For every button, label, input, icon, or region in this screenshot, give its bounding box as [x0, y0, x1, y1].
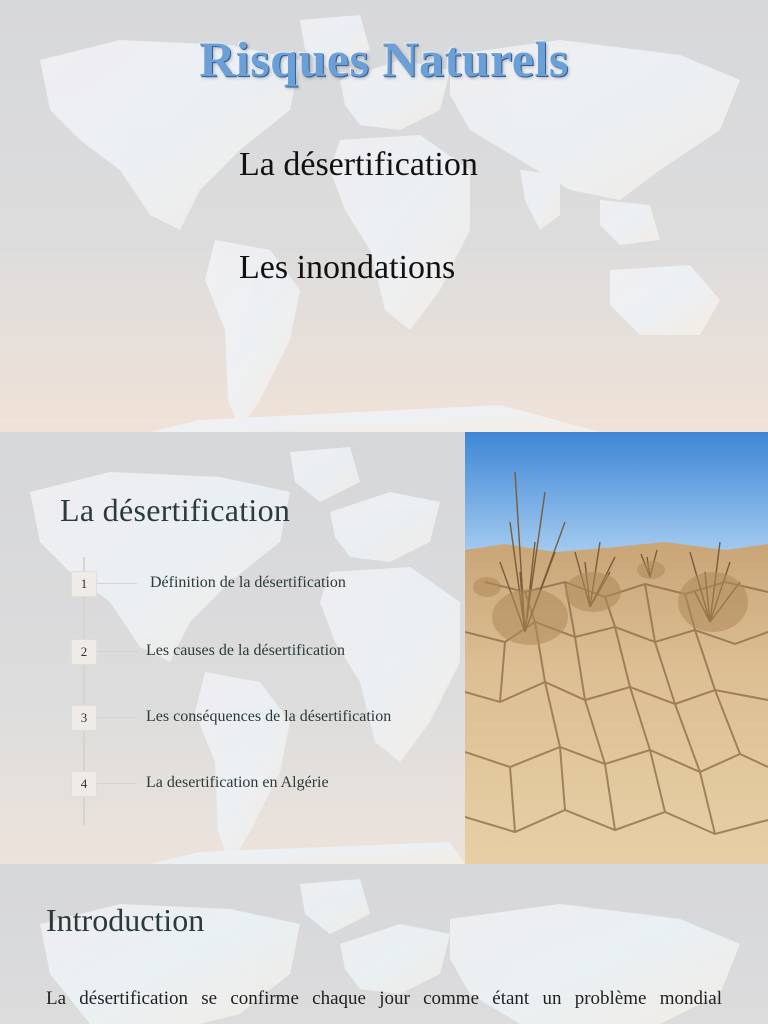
- timeline-item-label: Les conséquences de la désertification: [146, 708, 392, 725]
- timeline-connector: [97, 583, 137, 584]
- introduction-paragraph: La désertification se confirme chaque jour comme étant un problème mondial: [46, 988, 722, 1009]
- desert-cracked-earth-photo: [465, 432, 768, 864]
- timeline-connector: [97, 783, 137, 784]
- timeline-item: [71, 639, 431, 665]
- step-number-badge: 1: [71, 571, 97, 597]
- step-number-badge: 3: [71, 705, 97, 731]
- slide-desertification-outline: [0, 432, 768, 864]
- slide-title: [0, 0, 768, 432]
- introduction-heading: Introduction: [46, 902, 205, 938]
- topic-floods: Les inondations: [239, 249, 456, 286]
- presentation-title: Risques Naturels: [199, 31, 569, 87]
- slide-introduction: [0, 864, 768, 1024]
- timeline-connector: [97, 651, 137, 652]
- section-title: La désertification: [60, 492, 291, 528]
- step-number-badge: 4: [71, 771, 97, 797]
- step-number-badge: 2: [71, 639, 97, 665]
- timeline-item: [71, 571, 431, 597]
- timeline-item-label: Définition de la désertification: [150, 574, 346, 591]
- timeline-item: [71, 705, 431, 731]
- topic-desertification: La désertification: [239, 146, 478, 183]
- timeline-item-label: La desertification en Algérie: [146, 774, 329, 791]
- timeline-connector: [97, 717, 137, 718]
- timeline-item-label: Les causes de la désertification: [146, 642, 346, 659]
- timeline-item: [71, 771, 431, 797]
